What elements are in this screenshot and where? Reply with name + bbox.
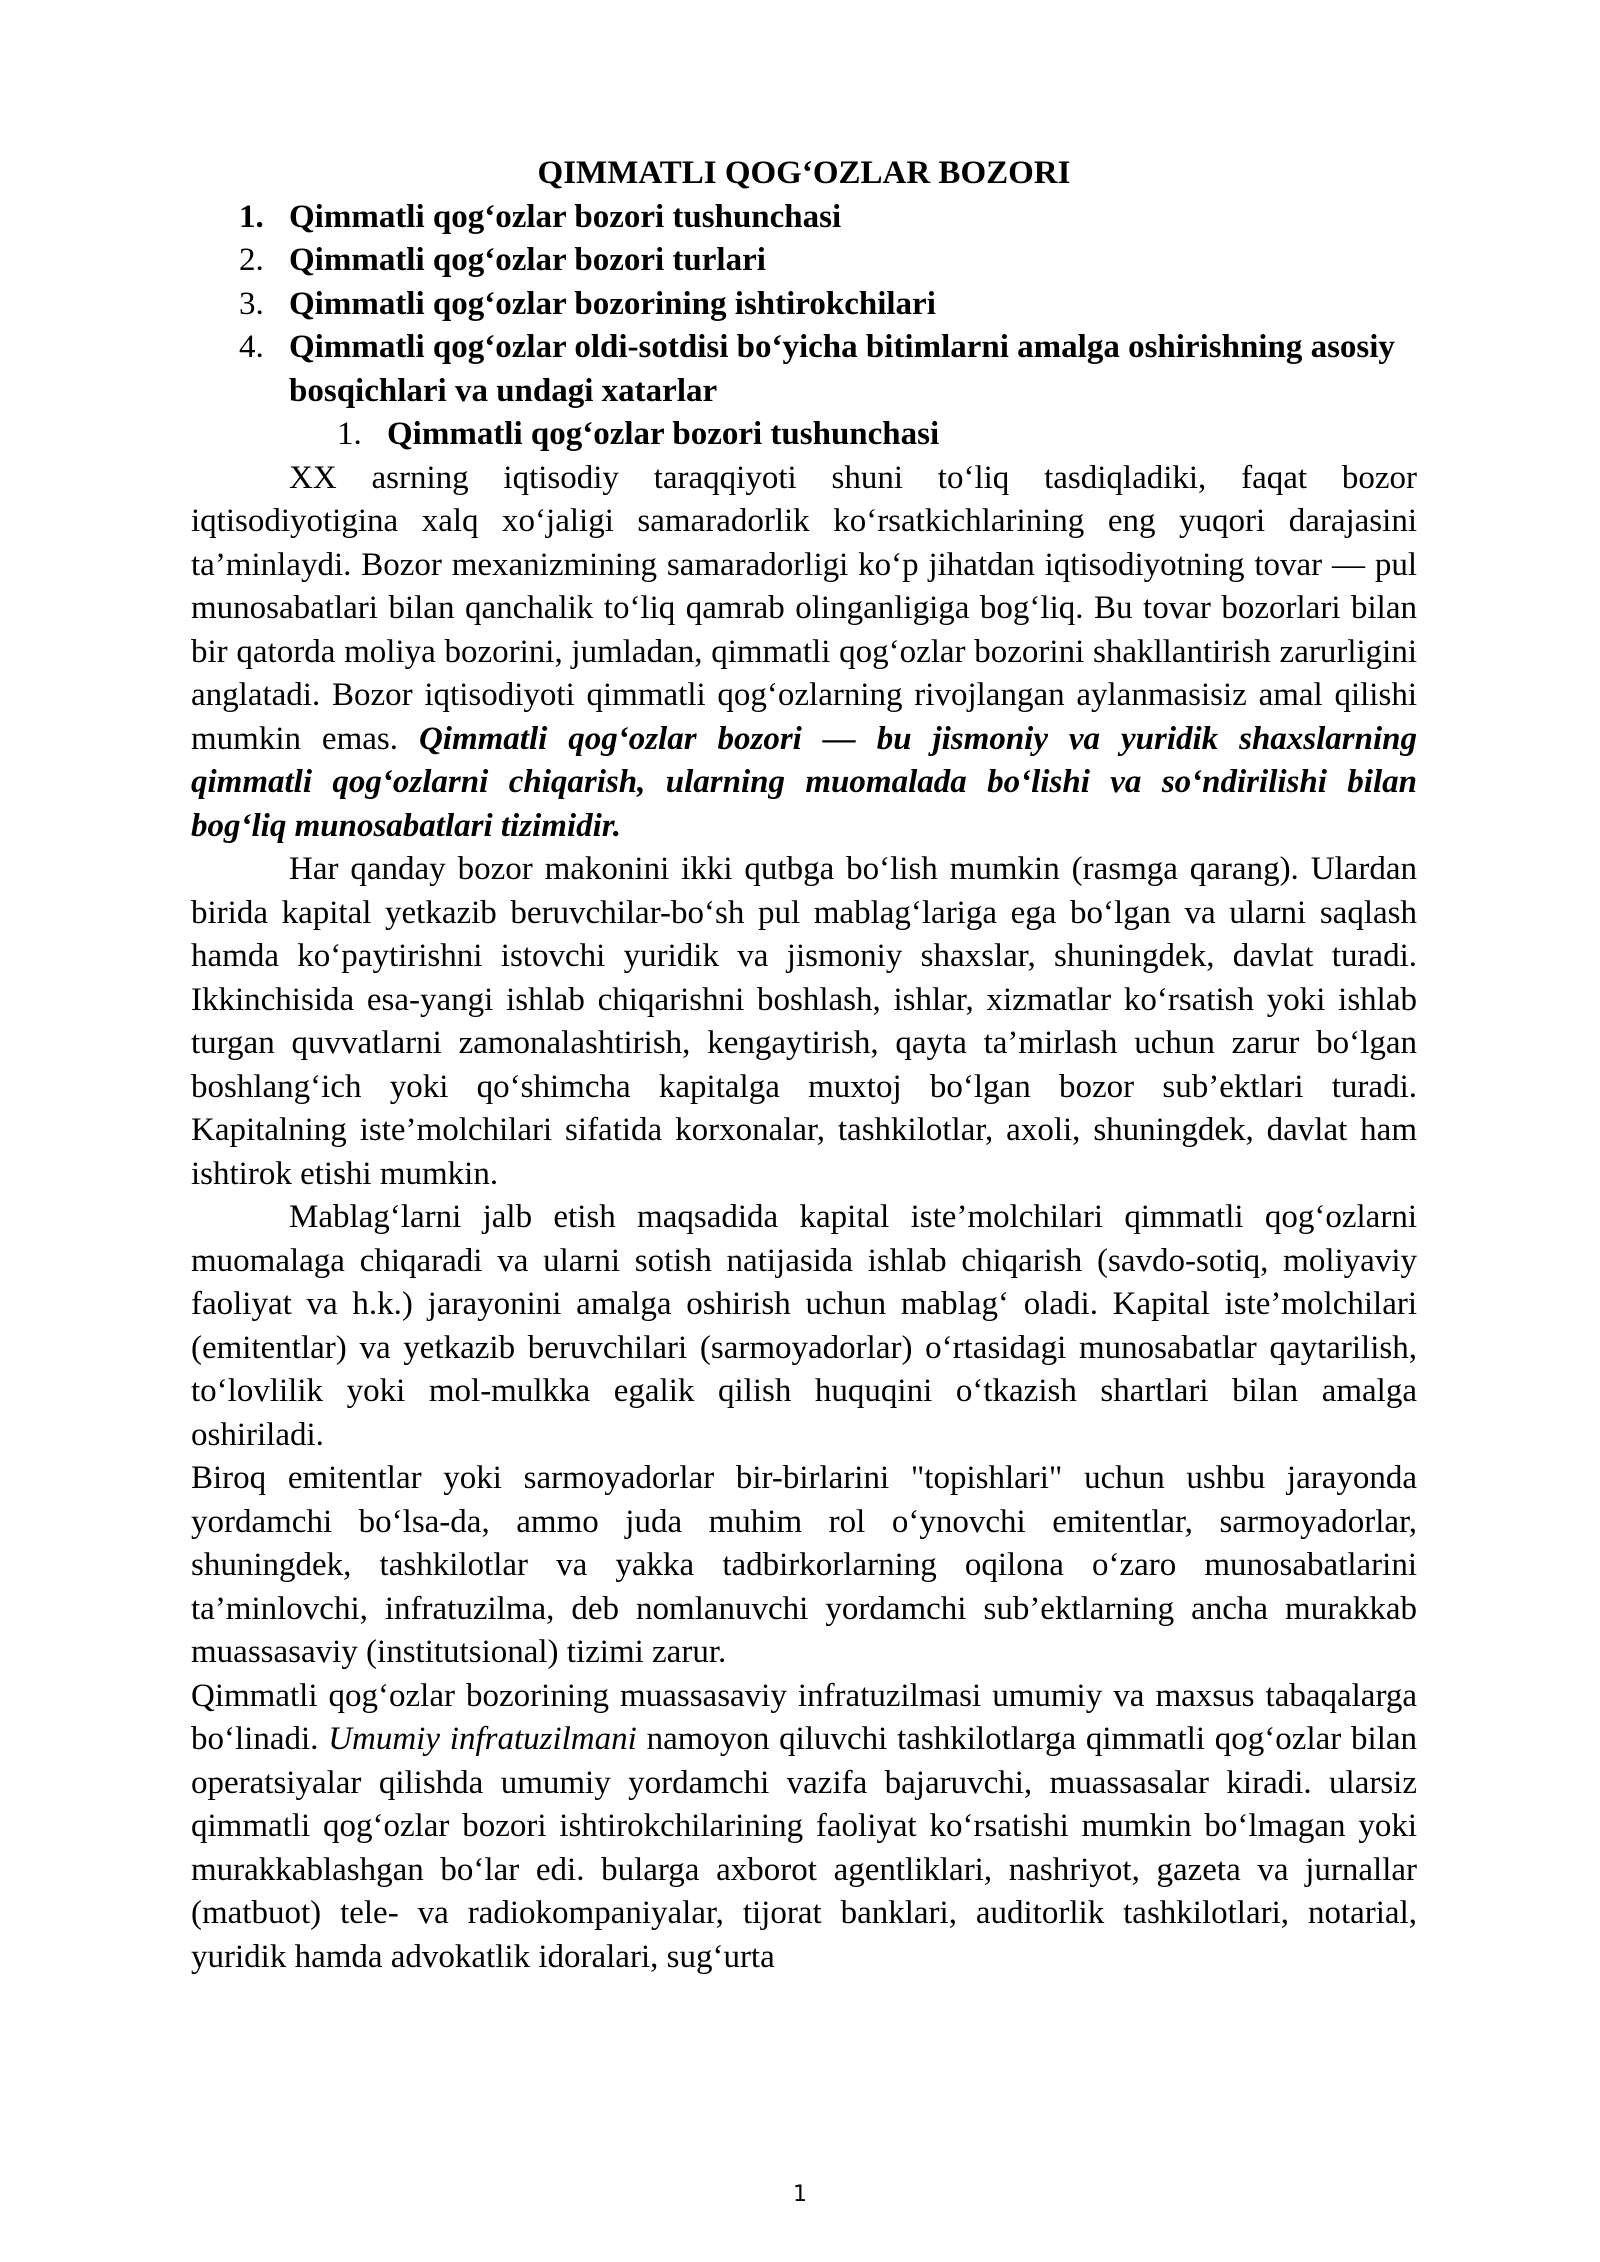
paragraph-5-end: namoyon qiluvchi tashkilotlarga qimmatli qog‘ozlar bilan operatsiyalar qilishda umumiy yordamchi vazifa bajaruvchi, muassasalar kiradi. ularsiz qimmatli qog‘ozlar bozori ishtirokchilarining faoliyat ko‘rsatishi mumkin bo‘lmagan yoki murakkablashgan bo‘lar edi. bularga axborot agentliklari, nashriyot, gazeta va jurnallar (matbuot) tele- va radiokompaniyalar, tijorat banklari, auditorlik tashkilotlari, notarial, yuridik hamda advokatlik idoralari, sug‘urta <box>191 1721 1418 1975</box>
toc-item-number: 1. <box>239 198 264 235</box>
paragraph-5 <box>191 1675 1417 1980</box>
paragraph-1-text: XX asrning iqtisodiy taraqqiyoti shuni to‘liq tasdiqladiki, faqat bozor iqtisodiyotigina xalq xo‘jaligi samaradorlik ko‘rsatkichlarining eng yuqori darajasini ta’minlaydi. Bozor mexanizmining samaradorligi ko‘p jihatdan iqtisodiyotning tovar — pul munosabatlari bilan qanchalik to‘liq qamrab olinganligiga bog‘liq. Bu tovar bozorlari bilan bir qatorda moliya bozorini, jumladan, qimmatli qog‘ozlar bozorini shakllantirish zarurligini anglatadi. Bozor iqtisodiyoti qimmatli qog‘ozlarning rivojlangan aylanmasisiz amal qilishi mumkin emas. <box>191 459 1417 757</box>
toc-item-text: Qimmatli qog‘ozlar bozori tushunchasi <box>289 198 842 235</box>
section-heading <box>191 413 1417 457</box>
toc-item-text: Qimmatli qog‘ozlar oldi-sotdisi bo‘yicha bitimlarni amalga oshirishning asosiy bosqichlari va undagi xatarlar <box>289 329 1395 409</box>
toc-item <box>191 326 1417 413</box>
toc-item-text: Qimmatli qog‘ozlar bozori turlari <box>289 242 766 278</box>
document-title: QIMMATLI QOG‘OZLAR BOZORI <box>537 155 1071 191</box>
toc-item-number: 3. <box>239 285 264 322</box>
toc-item <box>191 239 1417 283</box>
toc-item-number: 2. <box>239 242 264 278</box>
document-page <box>191 152 1417 1979</box>
paragraph-1 <box>191 457 1417 849</box>
section-number: 1. <box>337 416 362 452</box>
paragraph-2: Har qanday bozor makonini ikki qutbga bo‘lish mumkin (rasmga qarang). Ulardan birida kapital yetkazib beruvchilar-bo‘sh pul mablag‘lariga ega bo‘lgan va ularni saqlash hamda ko‘paytirishni istovchi yuridik va jismoniy shaxslar, shuningdek, davlat turadi. Ikkinchisida esa-yangi ishlab chiqarishni boshlash, ishlar, xizmatlar ko‘rsatish yoki ishlab turgan quvvatlarni zamonalashtirish, kengaytirish, qayta ta’mirlash uchun zarur bo‘lgan boshlang‘ich yoki qo‘shimcha kapitalga muxtoj bo‘lgan bozor sub’ektlari turadi. Kapitalning iste’molchilari sifatida korxonalar, tashkilotlar, axoli, shuningdek, davlat ham ishtirok etishi mumkin. <box>191 851 1417 1192</box>
paragraph-3: Mablag‘larni jalb etish maqsadida kapital iste’molchilari qimmatli qog‘ozlarni muomalaga chiqaradi va ularni sotish natijasida ishlab chiqarish (savdo-sotiq, moliyaviy faoliyat va h.k.) jarayonini amalga oshirish uchun mablag‘ oladi. Kapital iste’molchilari (emitentlar) va yetkazib beruvchilari (sarmoyadorlar) o‘rtasidagi munosabatlar qaytarilish, to‘lovlilik yoki mol-mulkka egalik qilish huquqini o‘tkazish shartlari bilan amalga oshiriladi. <box>191 1199 1417 1453</box>
table-of-contents <box>191 196 1417 414</box>
paragraph-5-italic: Umumiy infratuzilmani <box>328 1721 637 1757</box>
toc-item <box>191 283 1417 327</box>
definition-text: Qimmatli qog‘ozlar bozori — bu jismoniy va yuridik shaxslarning qimmatli qog‘ozlarni chiqarish, ularning muomalada bo‘lishi va so‘ndirilishi bilan bog‘liq munosabatlari tizimidir. <box>191 720 1418 844</box>
paragraph-5-start: Qimmatli qog‘ozlar bozorining muassasaviy infratuzilmasi umumiy va maxsus tabaqalarga bo‘linadi. <box>191 1677 1417 1757</box>
paragraph-4: Biroq emitentlar yoki sarmoyadorlar bir-birlarini "topishlari" uchun ushbu jarayonda yordamchi bo‘lsa-da, ammo juda muhim rol o‘ynovchi emitentlar, sarmoyadorlar, shuningdek, tashkilotlar va yakka tadbirkorlarning oqilona o‘zaro munosabatlarini ta’minlovchi, infratuzilma, deb nomlanuvchi yordamchi sub’ektlarning ancha murakkab muassasaviy (institutsional) tizimi zarur. <box>191 1460 1417 1670</box>
page-number: 1 <box>793 2182 807 2207</box>
section-heading-text: Qimmatli qog‘ozlar bozori tushunchasi <box>387 416 940 452</box>
toc-item <box>191 196 1417 240</box>
toc-item-number: 4. <box>239 329 264 365</box>
toc-item-text: Qimmatli qog‘ozlar bozorining ishtirokchilari <box>289 285 936 322</box>
